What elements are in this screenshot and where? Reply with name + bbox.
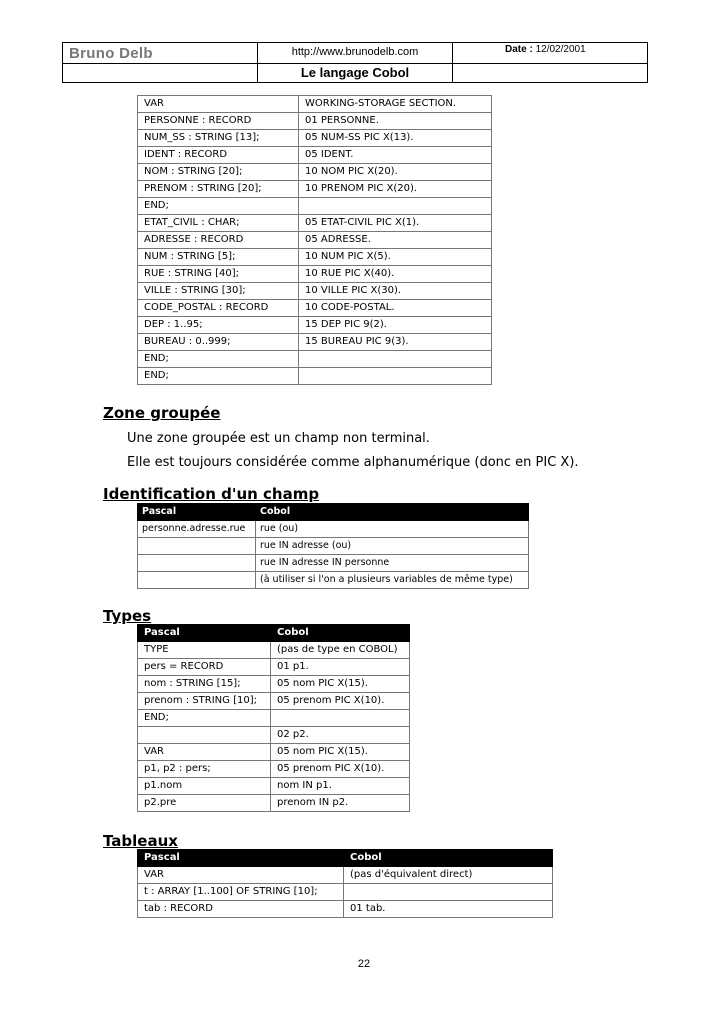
page-header [62, 42, 648, 83]
pascal-cell: NUM_SS : STRING [13]; [138, 130, 299, 147]
table-row [138, 659, 410, 676]
cobol-cell: WORKING-STORAGE SECTION. [299, 96, 492, 113]
pascal-cell: END; [138, 198, 299, 215]
column-header: Pascal [138, 625, 271, 642]
cobol-cell: 10 NUM PIC X(5). [299, 249, 492, 266]
identification-table [137, 503, 529, 589]
cobol-cell: 05 ETAT-CIVIL PIC X(1). [299, 215, 492, 232]
pascal-cell: pers = RECORD [138, 659, 271, 676]
cobol-cell: 02 p2. [271, 727, 410, 744]
pascal-cell: END; [138, 368, 299, 385]
pascal-cell [138, 727, 271, 744]
table-row [138, 232, 492, 249]
pascal-cell: TYPE [138, 642, 271, 659]
cobol-cell: rue IN adresse (ou) [256, 538, 529, 555]
cobol-cell: 05 NUM-SS PIC X(13). [299, 130, 492, 147]
cobol-cell: 15 DEP PIC 9(2). [299, 317, 492, 334]
header-empty-left [63, 64, 258, 83]
column-header: Cobol [271, 625, 410, 642]
cobol-cell: 05 IDENT. [299, 147, 492, 164]
table-row [138, 147, 492, 164]
pascal-cell: t : ARRAY [1..100] OF STRING [10]; [138, 884, 344, 901]
column-header: Pascal [138, 504, 256, 521]
table-row [138, 778, 410, 795]
section-title-zone-groupee: Zone groupée [103, 404, 221, 422]
cobol-cell: 05 prenom PIC X(10). [271, 693, 410, 710]
column-header: Cobol [344, 850, 553, 867]
pascal-cell: prenom : STRING [10]; [138, 693, 271, 710]
site-url[interactable]: http://www.brunodelb.com [258, 43, 453, 64]
cobol-cell [344, 884, 553, 901]
table-row [138, 901, 553, 918]
table-row [138, 266, 492, 283]
pascal-cell: PERSONNE : RECORD [138, 113, 299, 130]
table-row [138, 521, 529, 538]
table-row [138, 744, 410, 761]
pascal-cell: END; [138, 710, 271, 727]
pascal-cell [138, 555, 256, 572]
table-row [138, 351, 492, 368]
date-label: Date : [505, 44, 533, 55]
table-row [138, 676, 410, 693]
pascal-cell: NOM : STRING [20]; [138, 164, 299, 181]
cobol-cell: 05 ADRESSE. [299, 232, 492, 249]
pascal-cell: p1, p2 : pers; [138, 761, 271, 778]
table-row [138, 867, 553, 884]
table-row [138, 164, 492, 181]
pascal-cell: RUE : STRING [40]; [138, 266, 299, 283]
pascal-cell: p2.pre [138, 795, 271, 812]
cobol-cell [271, 710, 410, 727]
pascal-cell: VAR [138, 744, 271, 761]
cobol-cell: 10 NOM PIC X(20). [299, 164, 492, 181]
table-row [138, 96, 492, 113]
pascal-cell: DEP : 1..95; [138, 317, 299, 334]
table-row [138, 113, 492, 130]
table-row [138, 727, 410, 744]
author-cell [63, 43, 258, 64]
pascal-cell: IDENT : RECORD [138, 147, 299, 164]
header-empty-right [453, 64, 648, 83]
cobol-cell: 01 tab. [344, 901, 553, 918]
cobol-cell: 10 PRENOM PIC X(20). [299, 181, 492, 198]
cobol-cell: (à utiliser si l'on a plusieurs variables de même type) [256, 572, 529, 589]
table-row [138, 884, 553, 901]
section-title-tableaux: Tableaux [103, 832, 178, 850]
document-subtitle: Le langage Cobol [258, 64, 453, 83]
table-row [138, 555, 529, 572]
cobol-cell [299, 351, 492, 368]
table-row [138, 181, 492, 198]
table-row [138, 249, 492, 266]
pascal-cell: BUREAU : 0..999; [138, 334, 299, 351]
table-row [138, 317, 492, 334]
pascal-cell: p1.nom [138, 778, 271, 795]
cobol-cell [299, 198, 492, 215]
pascal-cell: VAR [138, 867, 344, 884]
pascal-cell [138, 538, 256, 555]
cobol-cell: 10 CODE-POSTAL. [299, 300, 492, 317]
column-header: Pascal [138, 850, 344, 867]
table-row [138, 761, 410, 778]
pascal-cell: PRENOM : STRING [20]; [138, 181, 299, 198]
table-row [138, 300, 492, 317]
column-header: Cobol [256, 504, 529, 521]
cobol-cell: 01 p1. [271, 659, 410, 676]
types-table [137, 624, 410, 812]
cobol-cell: (pas d'équivalent direct) [344, 867, 553, 884]
pascal-cell: END; [138, 351, 299, 368]
cobol-cell: 10 VILLE PIC X(30). [299, 283, 492, 300]
record-comparison-table [137, 95, 492, 385]
table-header-row [138, 625, 410, 642]
author-name: Bruno Delb [69, 45, 153, 62]
cobol-cell: 10 RUE PIC X(40). [299, 266, 492, 283]
pascal-cell: NUM : STRING [5]; [138, 249, 299, 266]
date-value: 12/02/2001 [535, 44, 586, 55]
table-row [138, 283, 492, 300]
section-title-identification: Identification d'un champ [103, 485, 320, 503]
pascal-cell: nom : STRING [15]; [138, 676, 271, 693]
section-title-types: Types [103, 607, 152, 625]
table-row [138, 693, 410, 710]
table-row [138, 710, 410, 727]
pascal-cell: tab : RECORD [138, 901, 344, 918]
cobol-cell: rue IN adresse IN personne [256, 555, 529, 572]
table-row [138, 334, 492, 351]
page-number: 22 [357, 958, 371, 970]
cobol-cell [299, 368, 492, 385]
cobol-cell: rue (ou) [256, 521, 529, 538]
tableaux-table [137, 849, 553, 918]
table-row [138, 130, 492, 147]
table-row [138, 795, 410, 812]
pascal-cell: ADRESSE : RECORD [138, 232, 299, 249]
pascal-cell [138, 572, 256, 589]
cobol-cell: 05 prenom PIC X(10). [271, 761, 410, 778]
cobol-cell: (pas de type en COBOL) [271, 642, 410, 659]
cobol-cell: 05 nom PIC X(15). [271, 676, 410, 693]
pascal-cell: ETAT_CIVIL : CHAR; [138, 215, 299, 232]
cobol-cell: 01 PERSONNE. [299, 113, 492, 130]
table-header-row [138, 504, 529, 521]
table-row [138, 198, 492, 215]
pascal-cell: personne.adresse.rue [138, 521, 256, 538]
pascal-cell: CODE_POSTAL : RECORD [138, 300, 299, 317]
date-cell [453, 43, 648, 64]
table-header-row [138, 850, 553, 867]
zone-paragraph-2: Elle est toujours considérée comme alphanumérique (donc en PIC X). [127, 455, 579, 470]
pascal-cell: VILLE : STRING [30]; [138, 283, 299, 300]
table-row [138, 215, 492, 232]
cobol-cell: 15 BUREAU PIC 9(3). [299, 334, 492, 351]
table-row [138, 538, 529, 555]
table-row [138, 642, 410, 659]
table-row [138, 368, 492, 385]
cobol-cell: 05 nom PIC X(15). [271, 744, 410, 761]
pascal-cell: VAR [138, 96, 299, 113]
zone-paragraph-1: Une zone groupée est un champ non terminal. [127, 431, 430, 446]
cobol-cell: nom IN p1. [271, 778, 410, 795]
table-row [138, 572, 529, 589]
cobol-cell: prenom IN p2. [271, 795, 410, 812]
